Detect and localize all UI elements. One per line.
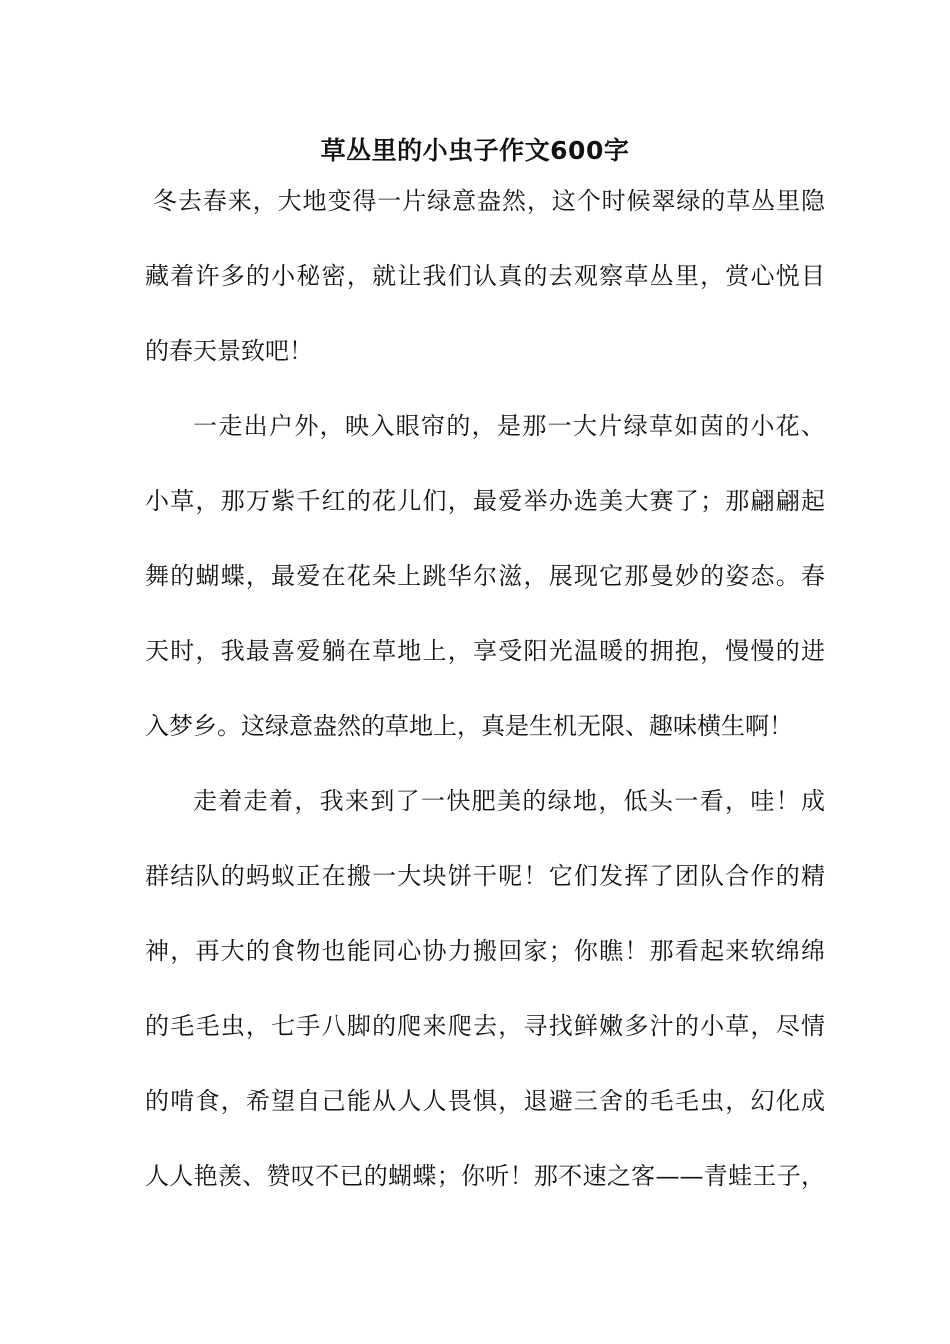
text-line: 神，再大的食物也能同心协力搬回家；你瞧！那看起来软绵绵: [145, 937, 825, 965]
text-line: 一走出户外，映入眼帘的，是那一大片绿草如茵的小花、: [193, 412, 825, 440]
text-line: 入梦乡。这绿意盎然的草地上，真是生机无限、趣味横生啊！: [145, 712, 793, 740]
text-line: 小草，那万紫千红的花儿们，最爱举办选美大赛了；那翩翩起: [145, 487, 825, 515]
text-line: 冬去春来，大地变得一片绿意盎然，这个时候翠绿的草丛里隐: [153, 187, 825, 215]
text-line: 群结队的蚂蚁正在搬一大块饼干呢！它们发挥了团队合作的精: [145, 862, 825, 890]
text-line: 舞的蝴蝶，最爱在花朵上跳华尔滋，展现它那曼妙的姿态。春: [145, 562, 825, 590]
text-line: 的啃食，希望自己能从人人畏惧，退避三舍的毛毛虫，幻化成: [145, 1087, 825, 1115]
text-line: 藏着许多的小秘密，就让我们认真的去观察草丛里，赏心悦目: [145, 262, 825, 290]
text-line: 走着走着，我来到了一快肥美的绿地，低头一看，哇！成: [193, 787, 825, 815]
text-line: 人人艳羡、赞叹不已的蝴蝶；你听！那不速之客——青蛙王子，: [145, 1162, 825, 1190]
text-line: 的毛毛虫，七手八脚的爬来爬去，寻找鲜嫩多汁的小草，尽情: [145, 1012, 825, 1040]
text-line: 天时，我最喜爱躺在草地上，享受阳光温暖的拥抱，慢慢的进: [145, 637, 825, 665]
text-line: 的春天景致吧！: [145, 337, 313, 365]
document-title: 草丛里的小虫子作文600字: [320, 136, 630, 165]
